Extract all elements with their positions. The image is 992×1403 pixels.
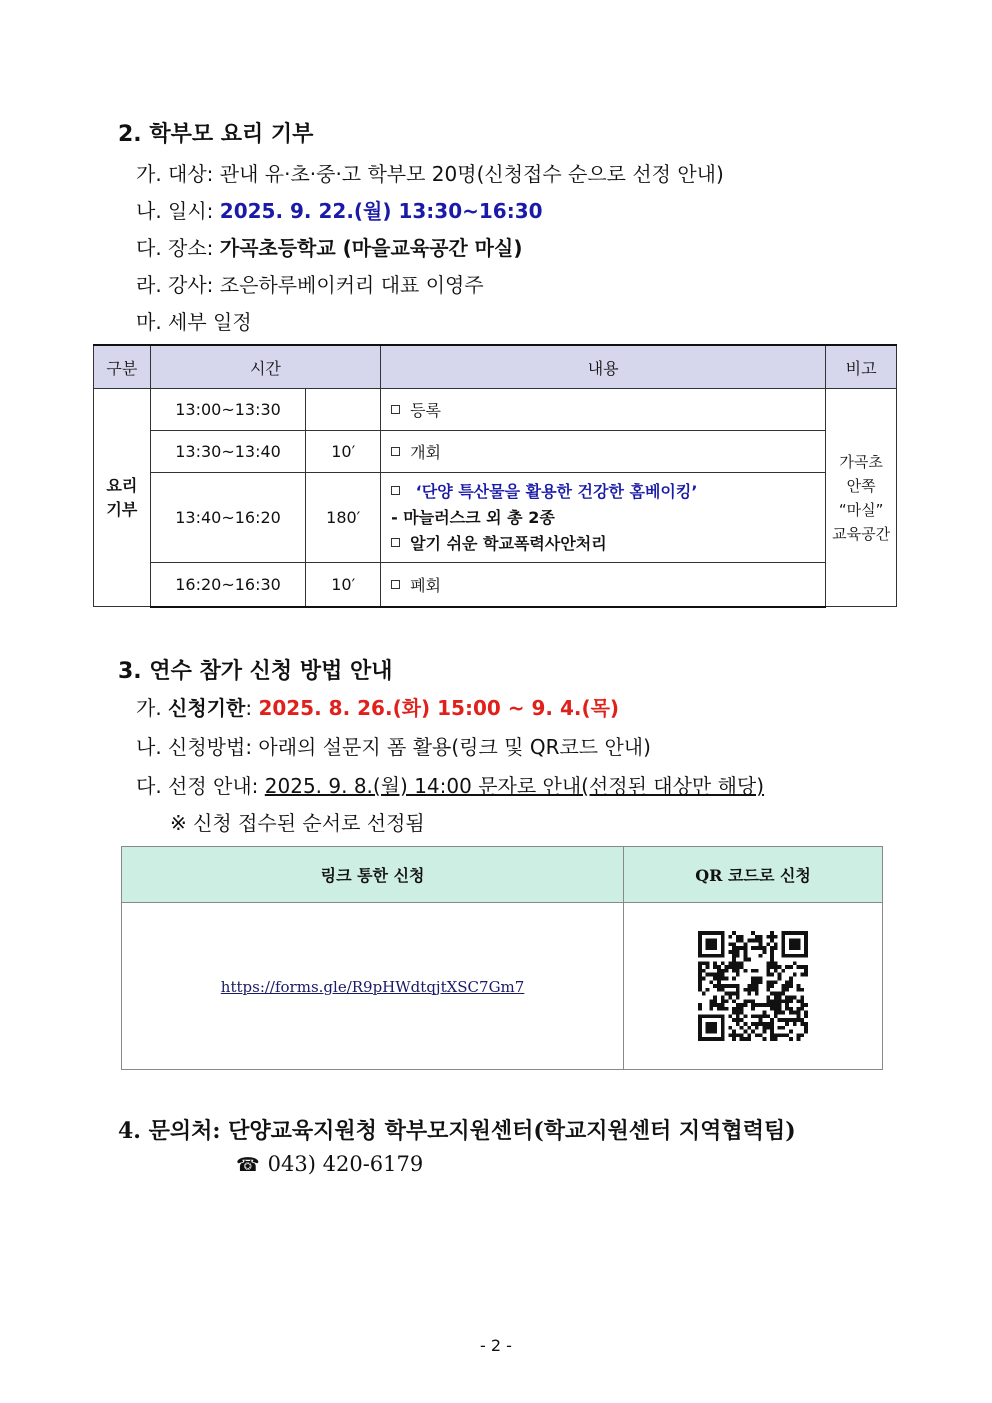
header-qr-apply: QR 코드로 신청 xyxy=(624,847,883,903)
deadline-line: 가. 신청기한: 2025. 8. 26.(화) 15:00 ~ 9. 4.(목) xyxy=(136,696,620,720)
table-row xyxy=(94,431,897,473)
header-link-apply: 링크 통한 신청 xyxy=(122,847,624,903)
instructor-line: 라. 강사: 조은하루베이커리 대표 이영주 xyxy=(136,273,484,297)
deadline-value: 2025. 8. 26.(화) 15:00 ~ 9. 4.(목) xyxy=(258,696,620,720)
selection-line: 다. 선정 안내: 2025. 9. 8.(월) 14:00 문자로 안내(선정된 대상만 해당) xyxy=(136,774,765,798)
header-note: 비고 xyxy=(826,345,897,389)
header-time: 시간 xyxy=(150,345,380,389)
event-place: 가곡초등학교 (마을교육공간 마실) xyxy=(219,236,523,260)
section3-title: 3. 연수 참가 신청 방법 안내 xyxy=(118,659,393,684)
link-cell xyxy=(122,903,624,1070)
content-cell: ‘단양 특산물을 활용한 건강한 홈베이킹’ - 마늘러스크 외 총 2종 알기 쉬운 학교폭력사안처리 xyxy=(381,473,826,563)
category-cell: 요리 기부 xyxy=(94,389,151,607)
program-title: ‘단양 특산물을 활용한 건강한 홈베이킹’ xyxy=(410,481,698,501)
apply-table xyxy=(121,846,883,1070)
square-bullet-icon xyxy=(391,405,400,414)
square-bullet-icon xyxy=(391,447,400,456)
duration-cell: 10′ xyxy=(306,563,381,607)
schedule-heading: 마. 세부 일정 xyxy=(136,310,252,334)
date-line: 나. 일시: 2025. 9. 22.(월) 13:30~16:30 xyxy=(136,199,543,223)
content-cell: 등록 xyxy=(381,389,826,431)
content-cell: 개회 xyxy=(381,431,826,473)
duration-cell xyxy=(306,389,381,431)
contact-phone-line xyxy=(236,1152,423,1176)
time-cell: 16:20~16:30 xyxy=(150,563,306,607)
time-cell: 13:30~13:40 xyxy=(150,431,306,473)
note-cell: 가곡초 안쪽 “마실” 교육공간 xyxy=(826,389,897,607)
selection-note: ※ 신청 접수된 순서로 선정됨 xyxy=(170,811,425,835)
table-row xyxy=(94,473,897,563)
content-cell: 폐회 xyxy=(381,563,826,607)
contact-title: 4. 문의처: 단양교육지원청 학부모지원센터(학교지원센터 지역협력팀) xyxy=(118,1118,796,1144)
section2-title: 2. 학부모 요리 기부 xyxy=(118,122,314,147)
schedule-table xyxy=(93,344,897,608)
table-row xyxy=(94,563,897,607)
phone-icon: ☎ xyxy=(236,1154,260,1176)
header-category: 구분 xyxy=(94,345,151,389)
method-line: 나. 신청방법: 아래의 설문지 폼 활용(링크 및 QR코드 안내) xyxy=(136,735,651,759)
target-line: 가. 대상: 관내 유·초·중·고 학부모 20명(신청접수 순으로 선정 안내) xyxy=(136,162,724,186)
duration-cell: 180′ xyxy=(306,473,381,563)
selection-value: 2025. 9. 8.(월) 14:00 문자로 안내(선정된 대상만 해당) xyxy=(264,774,765,798)
duration-cell: 10′ xyxy=(306,431,381,473)
phone-number: 043) 420-6179 xyxy=(267,1152,424,1176)
time-cell: 13:40~16:20 xyxy=(150,473,306,563)
qr-code-image[interactable] xyxy=(698,931,808,1041)
qr-cell xyxy=(624,903,883,1070)
time-cell: 13:00~13:30 xyxy=(150,389,306,431)
place-line: 다. 장소: 가곡초등학교 (마을교육공간 마실) xyxy=(136,236,523,260)
table-row xyxy=(94,389,897,431)
page-number: - 2 - xyxy=(480,1336,512,1355)
square-bullet-icon xyxy=(391,486,400,495)
form-link[interactable]: https://forms.gle/R9pHWdtqjtXSC7Gm7 xyxy=(220,977,525,996)
square-bullet-icon xyxy=(391,538,400,547)
square-bullet-icon xyxy=(391,580,400,589)
header-content: 내용 xyxy=(381,345,826,389)
event-date: 2025. 9. 22.(월) 13:30~16:30 xyxy=(219,199,543,223)
